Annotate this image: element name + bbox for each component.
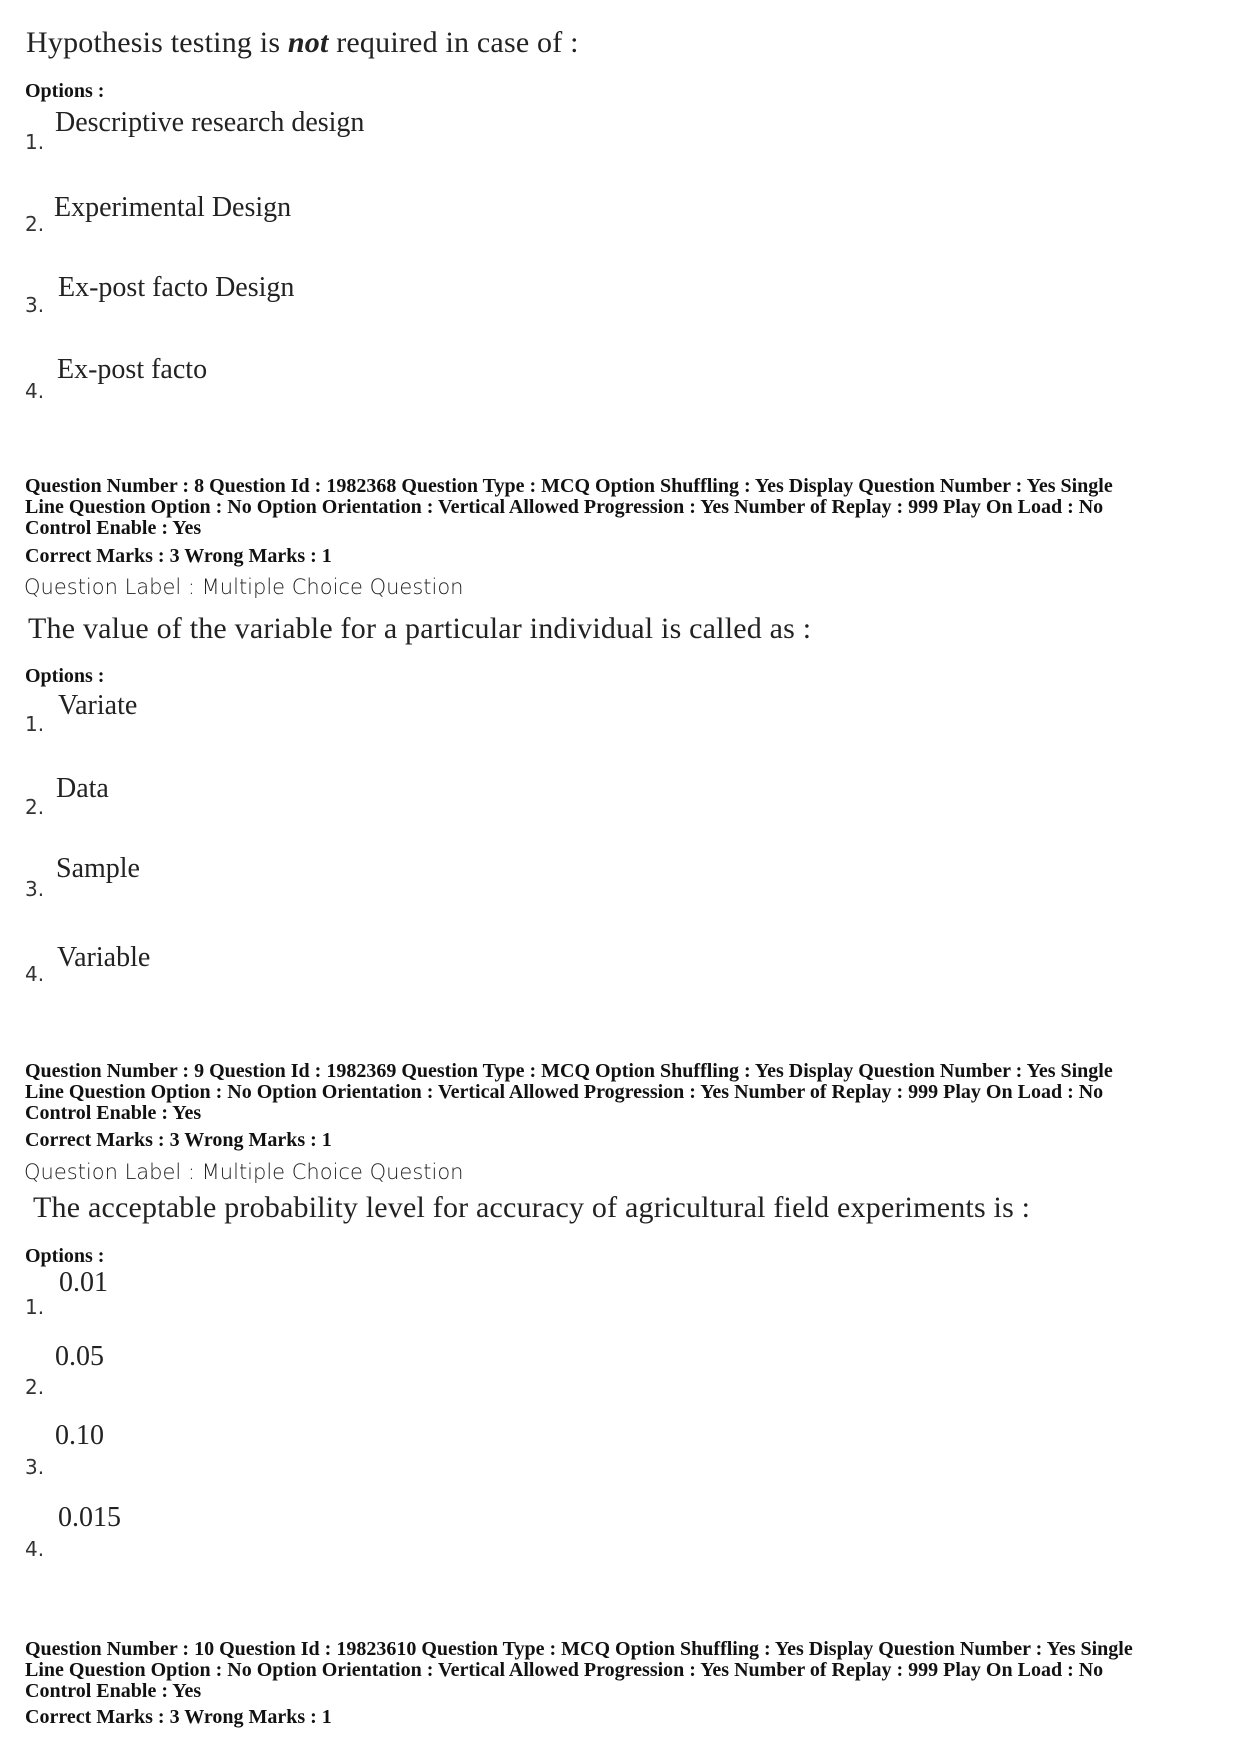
q8-option-3-number: 3. — [25, 877, 45, 901]
question-9-metadata — [25, 1061, 1225, 1124]
question-9-marks: Correct Marks : 3 Wrong Marks : 1 — [25, 1129, 332, 1151]
question-7-text-start: Hypothesis testing is — [26, 26, 288, 59]
q7-option-4-text: Ex-post facto — [57, 354, 208, 385]
question-8-meta-line: Line Question Option : No Option Orientation : Vertical Allowed Progression : Yes Number of Replay : 999 Play On Load : No — [25, 496, 1104, 518]
q8-option-4-text: Variable — [57, 942, 151, 973]
question-7-text — [26, 26, 579, 60]
question-10-metadata — [25, 1639, 1225, 1702]
q8-option-3-text: Sample — [56, 853, 140, 884]
question-8-meta-line: Question Number : 8 Question Id : 1982368 Question Type : MCQ Option Shuffling : Yes Display Question Number : Yes Single — [25, 475, 1113, 497]
q8-option-2-text: Data — [56, 773, 109, 804]
question-9-meta-line: Control Enable : Yes — [25, 1102, 202, 1124]
q9-option-2-number: 2. — [25, 1375, 45, 1399]
q8-option-1-text: Variate — [58, 690, 138, 721]
question-9-meta-line: Question Number : 9 Question Id : 1982369 Question Type : MCQ Option Shuffling : Yes Display Question Number : Yes Single — [25, 1060, 1113, 1082]
q9-option-1-text: 0.01 — [59, 1267, 108, 1298]
question-8-options-label: Options : — [25, 665, 105, 687]
question-9-text: The acceptable probability level for accuracy of agricultural field experiments is : — [33, 1191, 1031, 1224]
question-10-meta-line: Question Number : 10 Question Id : 19823610 Question Type : MCQ Option Shuffling : Yes Display Question Number : Yes Single — [25, 1638, 1133, 1660]
question-8-marks: Correct Marks : 3 Wrong Marks : 1 — [25, 545, 332, 567]
q7-option-4-number: 4. — [25, 379, 45, 403]
question-10-meta-line: Line Question Option : No Option Orientation : Vertical Allowed Progression : Yes Number of Replay : 999 Play On Load : No — [25, 1659, 1104, 1681]
q9-option-3-number: 3. — [25, 1455, 45, 1479]
q7-option-3-text: Ex-post facto Design — [58, 272, 295, 303]
question-9-label: Question Label : Multiple Choice Question — [24, 1160, 464, 1184]
question-7-options-label: Options : — [25, 80, 105, 102]
question-9-options-label: Options : — [25, 1245, 105, 1267]
q7-option-2-text: Experimental Design — [54, 192, 292, 223]
question-10-marks: Correct Marks : 3 Wrong Marks : 1 — [25, 1706, 332, 1728]
q9-option-4-text: 0.015 — [58, 1502, 121, 1533]
question-7-emphasis: not — [287, 26, 329, 59]
question-10-meta-line: Control Enable : Yes — [25, 1680, 202, 1702]
q9-option-3-text: 0.10 — [55, 1420, 104, 1451]
q9-option-2-text: 0.05 — [55, 1341, 104, 1372]
q7-option-1-number: 1. — [25, 130, 45, 154]
question-7-text-end: required in case of : — [328, 26, 579, 59]
q8-option-4-number: 4. — [25, 962, 45, 986]
q9-option-1-number: 1. — [25, 1295, 45, 1319]
question-8-text: The value of the variable for a particular individual is called as : — [28, 612, 812, 645]
q7-option-1-text: Descriptive research design — [55, 107, 365, 138]
q7-option-3-number: 3. — [25, 293, 45, 317]
question-8-label: Question Label : Multiple Choice Question — [24, 575, 464, 599]
q8-option-2-number: 2. — [25, 795, 45, 819]
q8-option-1-number: 1. — [25, 712, 45, 736]
q9-option-4-number: 4. — [25, 1537, 45, 1561]
question-8-meta-line: Control Enable : Yes — [25, 517, 202, 539]
q7-option-2-number: 2. — [25, 212, 45, 236]
question-8-metadata — [25, 476, 1225, 539]
question-9-meta-line: Line Question Option : No Option Orientation : Vertical Allowed Progression : Yes Number of Replay : 999 Play On Load : No — [25, 1081, 1104, 1103]
